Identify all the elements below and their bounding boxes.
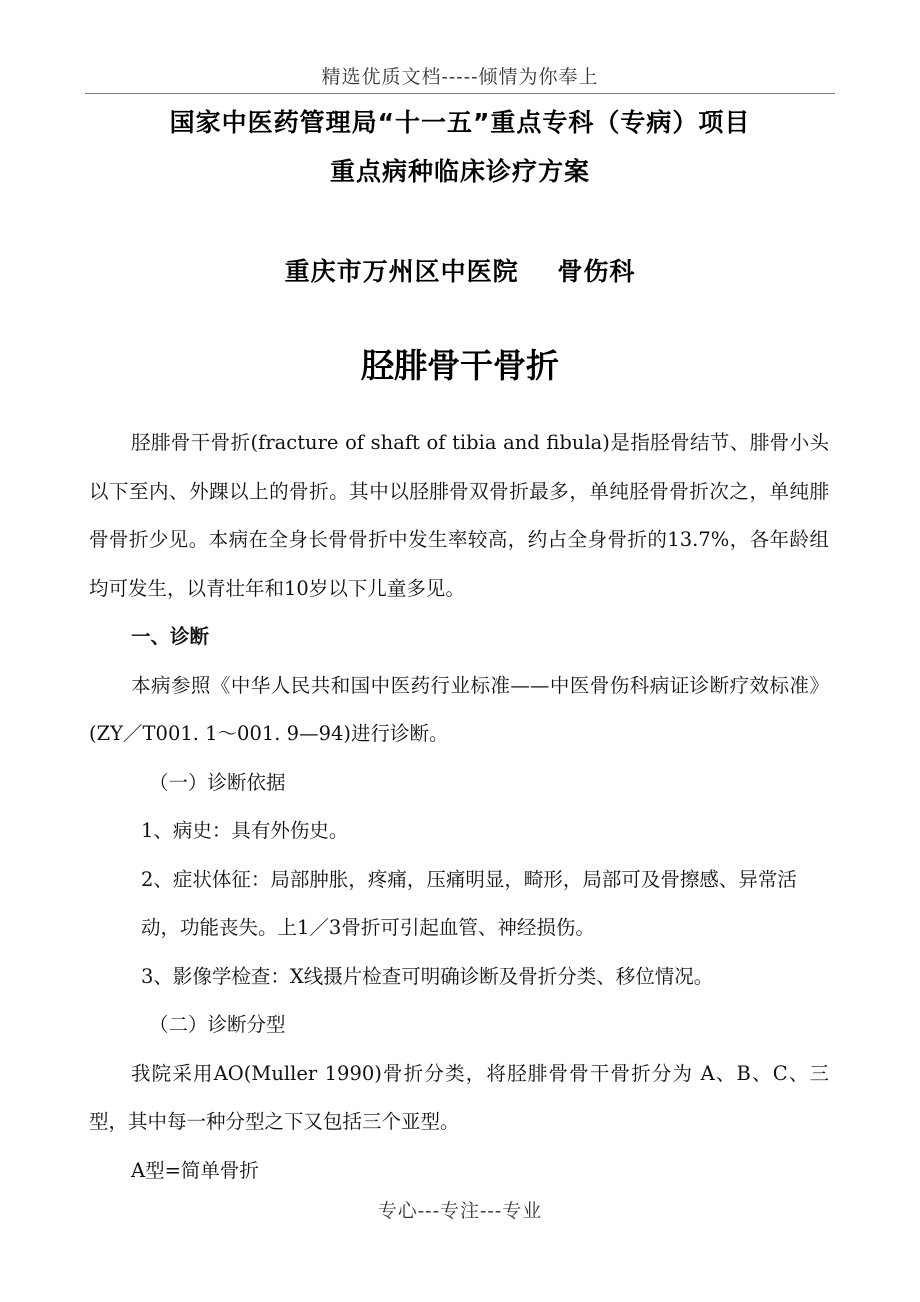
subsection-diagnostic-basis: （一）诊断依据 [149,770,286,794]
ao-classification-paragraph: 我院采用AO(Muller 1990)骨折分类，将胫腓骨骨干骨折分为 A、B、C、三型，其中每一种分型之下又包括三个亚型。 [89,1061,829,1133]
document-body [89,419,829,1195]
project-title: 国家中医药管理局“十一五”重点专科（专病）项目 [169,108,751,137]
page-header: 精选优质文档-----倾情为你奉上 [321,66,599,88]
project-subtitle: 重点病种临床诊疗方案 [329,157,590,186]
list-item-history: 1、病史：具有外伤史。 [141,819,349,842]
page-footer: 专心---专注---专业 [377,1200,543,1222]
hospital-department: 重庆市万州区中医院 骨伤科 [284,257,636,286]
list-item-symptoms-continued: 动，功能丧失。上1／3骨折可引起血管、神经损伤。 [141,916,595,939]
subsection-classification: （二）诊断分型 [149,1013,286,1036]
section-heading-diagnosis: 一、诊断 [131,625,210,648]
type-a-line: A型=简单骨折 [131,1158,259,1182]
list-item-imaging: 3、影像学检查：X线摄片检查可明确诊断及骨折分类、移位情况。 [141,964,714,988]
intro-paragraph: 胫腓骨干骨折(fracture of shaft of tibia and fibula)是指胫骨结节、腓骨小头以下至内、外踝以上的骨折。其中以胫腓骨双骨折最多，单纯胫骨骨折次之，单纯腓骨骨折少见。本病在全身长骨骨折中发生率较高，约占全身骨折的13.7%，各年龄组均可发生，以青壮年和10岁以下儿童多见。 [89,431,829,600]
list-item-symptoms: 2、症状体征：局部肿胀，疼痛，压痛明显，畸形，局部可及骨擦感、异常活 [141,867,797,891]
header-divider [85,93,835,94]
disease-title: 胫腓骨干骨折 [361,346,559,385]
diagnosis-reference-paragraph: 本病参照《中华人民共和国中医药行业标准——中医骨伤科病证诊断疗效标准》(ZY／T001. 1～001. 9—94)进行诊断。 [89,673,829,745]
